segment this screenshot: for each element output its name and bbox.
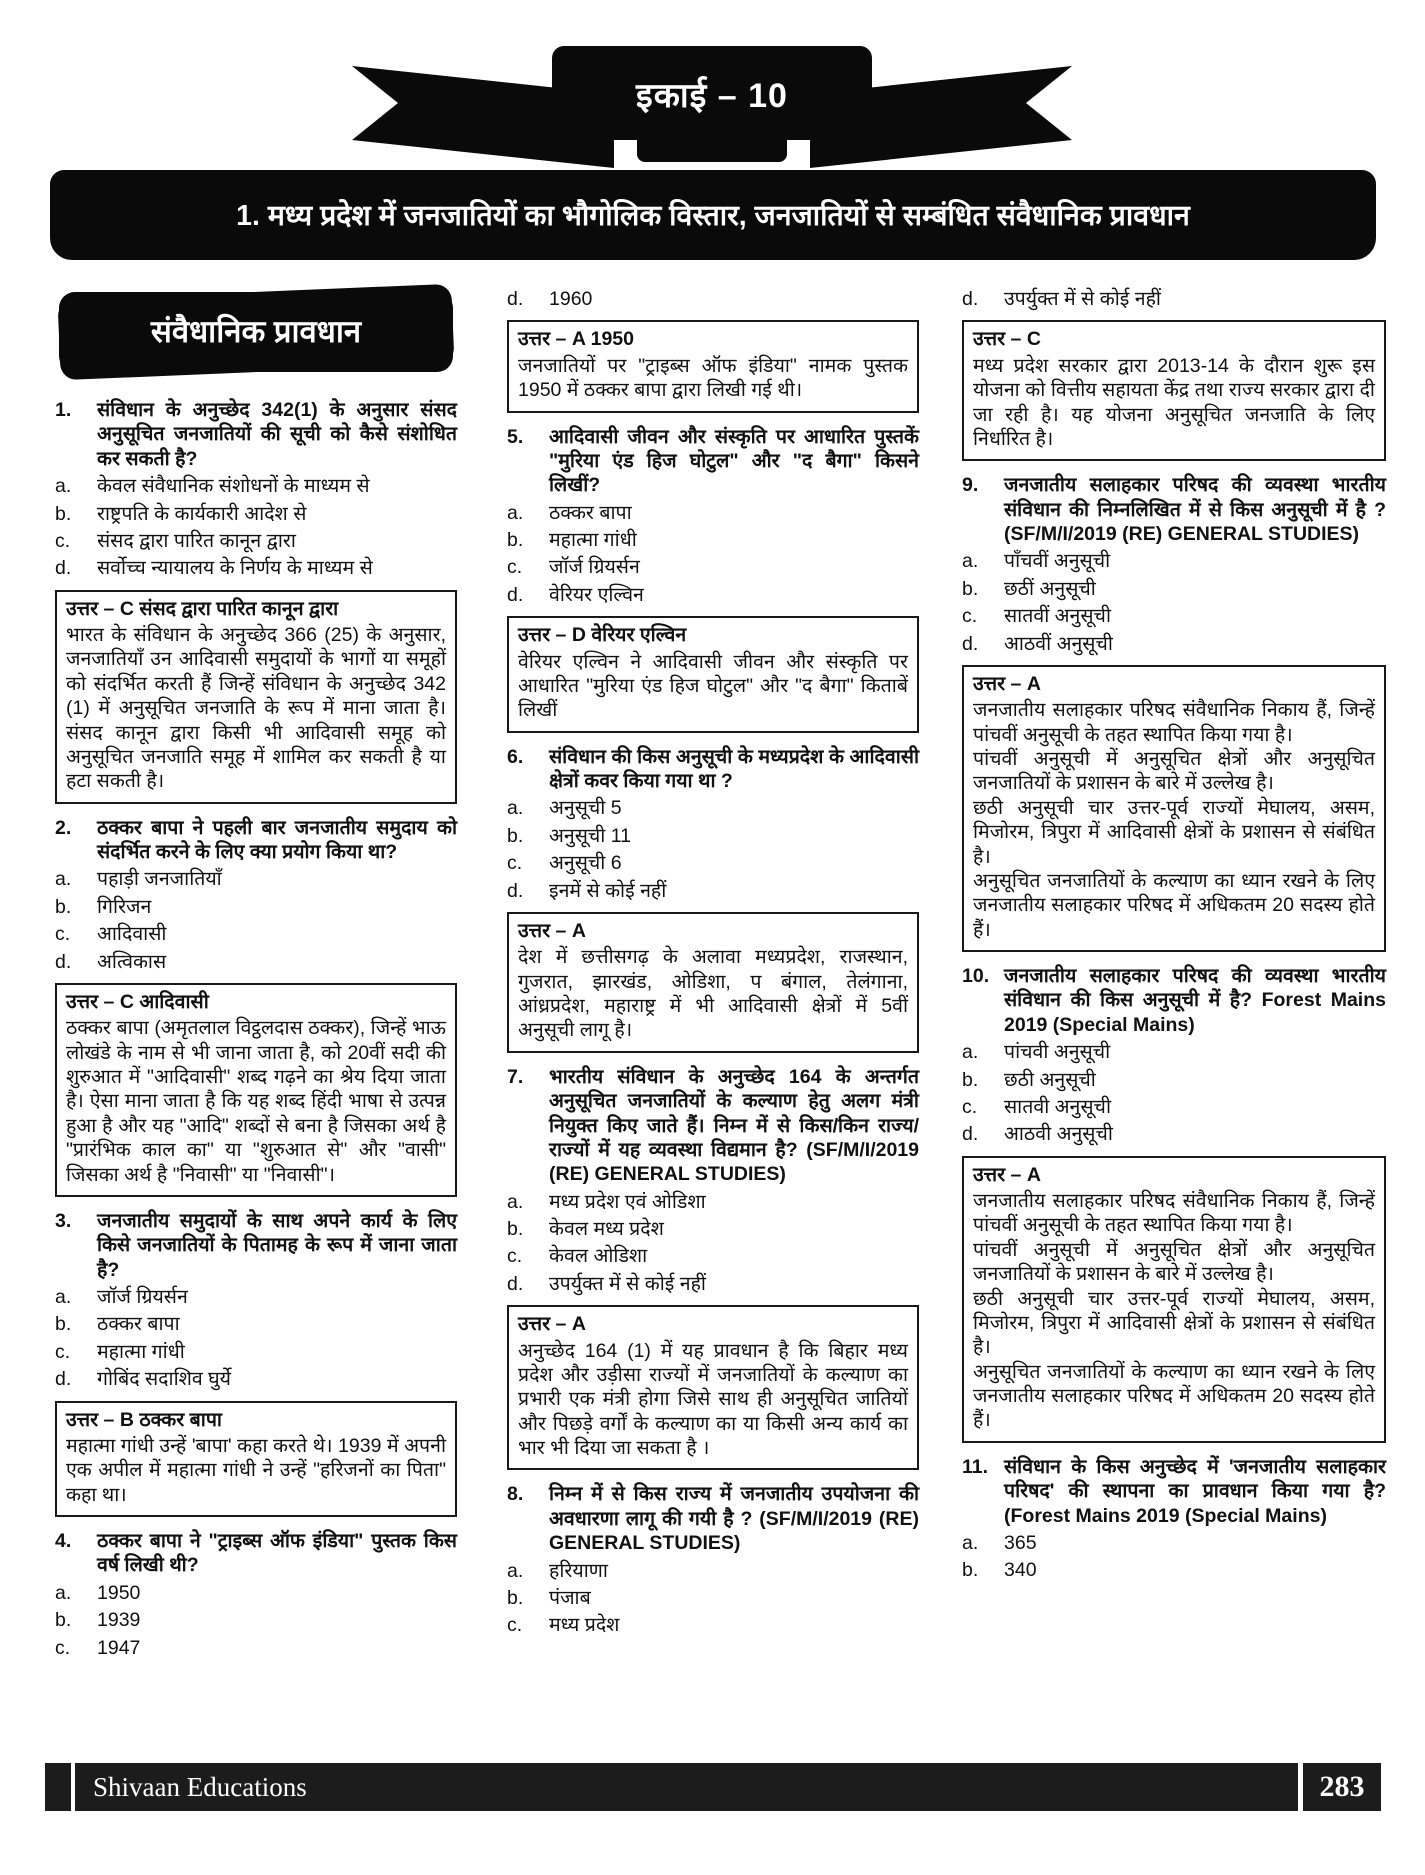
answer-paragraph: अनुसूचित जनजातियों के कल्याण का ध्यान रखने के लिए जनजातीय सलाहकार परिषद में अधिकतम 20 सदस्य होते हैं। bbox=[973, 869, 1375, 941]
option-letter: d. bbox=[55, 557, 72, 580]
unit-label: इकाई – 10 bbox=[636, 77, 788, 115]
question-text: भारतीय संविधान के अनुच्छेद 164 के अन्तर्गत अनुसूचित जनजातियों के कल्याण हेतु अलग मंत्री नियुक्त किए जाते हैं। निम्न में से किस/किन राज्य/राज्यों में यह व्यवस्था विद्यमान है? (SF/M/I/2019 (RE) GENERAL STUDIES) bbox=[549, 1065, 919, 1186]
answer-box bbox=[507, 912, 919, 1053]
option-text: पंजाब bbox=[549, 1586, 591, 1609]
answer-head: उत्तर – C संसद द्वारा पारित कानून द्वारा bbox=[66, 597, 339, 620]
option-item bbox=[507, 1613, 919, 1637]
option-text: आठवीं अनुसूची bbox=[1004, 632, 1113, 655]
option-text: सर्वोच्च न्यायालय के निर्णय के माध्यम से bbox=[97, 557, 373, 580]
option-item bbox=[507, 1244, 919, 1268]
answer-paragraph: छठी अनुसूची चार उत्तर-पूर्व राज्यों मेघालय, असम, मिजोरम, त्रिपुरा में आदिवासी क्षेत्रों के प्रशासन से संबंधित है। bbox=[973, 1287, 1375, 1359]
option-letter: c. bbox=[55, 923, 71, 946]
option-item bbox=[962, 1531, 1386, 1555]
question-item bbox=[55, 1529, 457, 1660]
question-text: जनजातीय सलाहकार परिषद की व्यवस्था भारतीय संविधान की निम्नलिखित में से किस अनुसूची में है ? (SF/M/I/2019 (RE) GENERAL STUDIES) bbox=[1004, 474, 1386, 545]
answer-paragraph: महात्मा गांधी उन्हें 'बापा' कहा करते थे। 1939 में अपनी एक अपील में महात्मा गांधी ने उन्हें "हरिजनों का पिता" कहा था। bbox=[66, 1434, 446, 1506]
option-item bbox=[55, 950, 457, 974]
option-text: 1950 bbox=[97, 1581, 141, 1604]
option-item bbox=[507, 1586, 919, 1610]
option-letter: a. bbox=[507, 1190, 524, 1213]
question-number: 8. bbox=[507, 1483, 524, 1506]
question-item bbox=[962, 473, 1386, 656]
question-text: जनजातीय समुदायों के साथ अपने कार्य के लिए किसे जनजातियों के पितामह के रूप में जाना जाता है? bbox=[97, 1209, 457, 1281]
option-item bbox=[507, 555, 919, 579]
option-item bbox=[507, 824, 919, 848]
option-text: महात्मा गांधी bbox=[549, 529, 637, 551]
option-text: अत्विकास bbox=[97, 950, 167, 973]
option-text: 1939 bbox=[97, 1609, 141, 1632]
option-letter: b. bbox=[507, 529, 524, 551]
answer-paragraph: जनजातियों पर "ट्राइब्स ऑफ इंडिया" नामक पुस्तक 1950 में ठक्कर बापा द्वारा लिखी गई थी। bbox=[518, 354, 908, 402]
options-list bbox=[55, 474, 457, 581]
option-text: 1947 bbox=[97, 1636, 141, 1659]
answer-head: उत्तर – A bbox=[973, 1163, 1041, 1186]
question-row bbox=[55, 1529, 457, 1578]
options-list bbox=[507, 501, 919, 608]
footer-accent-block bbox=[45, 1763, 71, 1811]
option-letter: c. bbox=[507, 556, 523, 579]
chapter-title-bar: 1. मध्य प्रदेश में जनजातियों का भौगोलिक विस्तार, जनजातियों से सम्बंधित संवैधानिक प्रावधान bbox=[50, 170, 1376, 260]
answer-box bbox=[507, 320, 919, 412]
unit-ribbon bbox=[352, 40, 1072, 174]
option-letter: d. bbox=[507, 879, 524, 902]
option-text: छठी अनुसूची bbox=[1004, 1068, 1096, 1091]
answer-box bbox=[962, 1156, 1386, 1443]
option-letter: c. bbox=[55, 529, 71, 552]
answer-paragraph: भारत के संविधान के अनुच्छेद 366 (25) के अनुसार, जनजातियाँ उन आदिवासी समुदायों के भागों या समूहों को संदर्भित करती हैं जिन्हें संविधान के अनुच्छेद 342 (1) में अनुसूचित जनजाति के रूप में माना जाता है। संसद कानून द्वारा किसी भी आदिवासी समूह को अनुसूचित जनजाति समूह में शामिल कर सकती है या हटा सकती है। bbox=[66, 624, 446, 793]
option-letter: c. bbox=[507, 1614, 523, 1637]
answer-paragraph: वेरियर एल्विन ने आदिवासी जीवन और संस्कृति पर आधारित "मुरिया एंड हिज घोटुल" और "द बैगा" किताबें लिखीं bbox=[518, 650, 908, 722]
question-item bbox=[507, 425, 919, 608]
option-text: आठवी अनुसूची bbox=[1004, 1123, 1113, 1146]
option-item bbox=[507, 1559, 919, 1583]
option-item bbox=[507, 287, 919, 311]
option-item bbox=[55, 1636, 457, 1660]
column-left bbox=[55, 284, 457, 1663]
answer-head: उत्तर – C आदिवासी bbox=[66, 990, 209, 1013]
option-letter: c. bbox=[507, 1245, 523, 1268]
question-number: 5. bbox=[507, 425, 524, 448]
question-row bbox=[507, 425, 919, 498]
option-item bbox=[507, 528, 919, 552]
answer-head: उत्तर – A bbox=[518, 1313, 586, 1336]
option-item bbox=[55, 474, 457, 498]
answer-box bbox=[55, 983, 457, 1197]
question-item bbox=[55, 1209, 457, 1392]
answer-body bbox=[518, 1339, 908, 1461]
answer-paragraph: जनजातीय सलाहकार परिषद संवैधानिक निकाय हैं, जिन्हें पांचवीं अनुसूची के तहत स्थापित किया गया है। bbox=[973, 699, 1375, 746]
option-letter: c. bbox=[55, 1636, 71, 1659]
question-number: 11. bbox=[962, 1455, 989, 1478]
option-text: महात्मा गांधी bbox=[97, 1340, 185, 1363]
question-number: 7. bbox=[507, 1065, 524, 1088]
options-list bbox=[507, 1190, 919, 1297]
option-item bbox=[962, 1122, 1386, 1146]
option-item bbox=[962, 1040, 1386, 1064]
option-letter: a. bbox=[962, 550, 979, 573]
option-text: सातवीं अनुसूची bbox=[1004, 605, 1111, 628]
option-item bbox=[55, 1367, 457, 1391]
column-right bbox=[962, 284, 1386, 1586]
option-text: गिरिजन bbox=[97, 895, 152, 918]
option-letter: a. bbox=[55, 1286, 72, 1308]
option-letter: a. bbox=[55, 475, 72, 498]
answer-head: उत्तर – A 1950 bbox=[518, 328, 634, 351]
option-text: राष्ट्रपति के कार्यकारी आदेश से bbox=[97, 502, 307, 525]
answer-body bbox=[66, 1434, 446, 1507]
section-heading bbox=[59, 292, 453, 372]
option-letter: b. bbox=[962, 577, 979, 600]
question-text: ठक्कर बापा ने पहली बार जनजातीय समुदाय को संदर्भित करने के लिए क्या प्रयोग किया था? bbox=[97, 816, 457, 863]
option-item bbox=[55, 502, 457, 526]
publisher-name: Shivaan Educations bbox=[75, 1763, 1298, 1811]
option-item bbox=[962, 1095, 1386, 1119]
option-text: 1960 bbox=[549, 288, 593, 310]
answer-box bbox=[55, 590, 457, 804]
option-text: 340 bbox=[1004, 1559, 1037, 1582]
option-text: अनुसूची 6 bbox=[549, 852, 622, 875]
option-letter: c. bbox=[55, 1340, 71, 1363]
option-item bbox=[55, 1608, 457, 1632]
answer-head: उत्तर – D वेरियर एल्विन bbox=[518, 624, 687, 647]
question-text: आदिवासी जीवन और संस्कृति पर आधारित पुस्तकें "मुरिया एंड हिज घोटुल" और "द बैगा" किसने लिखीं? bbox=[549, 425, 919, 497]
option-letter: a. bbox=[507, 797, 524, 820]
option-item bbox=[962, 604, 1386, 628]
answer-head: उत्तर – A bbox=[518, 919, 586, 942]
option-letter: a. bbox=[55, 1581, 72, 1604]
answer-box bbox=[55, 1401, 457, 1518]
option-item bbox=[55, 529, 457, 553]
options-list bbox=[962, 549, 1386, 656]
question-text: जनजातीय सलाहकार परिषद की व्यवस्था भारतीय संविधान की किस अनुसूची में है? Forest Mains 2019 (Special Mains) bbox=[1004, 965, 1386, 1036]
option-letter: b. bbox=[507, 1218, 524, 1240]
option-letter: d. bbox=[507, 583, 524, 606]
answer-paragraph: ठक्कर बापा (अमृतलाल विट्ठलदास ठक्कर), जिन्हें भाऊ लोखंडे के नाम से भी जाना जाता है, को 20वीं सदी की शुरुआत में "आदिवासी" शब्द गढ़ने का श्रेय दिया जाता है। ऐसा माना जाता है कि यह शब्द हिंदी भाषा से उत्पन्न हुआ है और यह "आदि" शब्दों से बना है जिसका अर्थ है "प्रारंभिक काल का" या "शुरुआत से" और "वासी" जिसका अर्थ है "निवासी" या "निवासी"। bbox=[66, 1017, 446, 1186]
option-text: उपर्युक्त में से कोई नहीं bbox=[1004, 288, 1161, 310]
option-item bbox=[962, 1558, 1386, 1582]
option-letter: d. bbox=[962, 288, 979, 310]
option-text: पहाड़ी जनजातियाँ bbox=[97, 868, 222, 891]
option-letter: b. bbox=[55, 502, 72, 525]
option-item bbox=[55, 556, 457, 580]
option-text: जॉर्ज ग्रियर्सन bbox=[97, 1286, 188, 1308]
question-number: 4. bbox=[55, 1530, 72, 1552]
answer-paragraph: मध्य प्रदेश सरकार द्वारा 2013-14 के दौरान शुरू इस योजना को वित्तीय सहायता केंद्र तथा राज्य सरकार द्वारा दी जा रही है। यह योजना अनुसूचित जनजाति के लिए निर्धारित है। bbox=[973, 354, 1375, 450]
option-item bbox=[55, 1285, 457, 1309]
option-letter: d. bbox=[507, 1272, 524, 1295]
option-text: अनुसूची 11 bbox=[549, 824, 631, 847]
option-letter: b. bbox=[962, 1068, 979, 1091]
option-letter: c. bbox=[962, 605, 978, 628]
option-text: अनुसूची 5 bbox=[549, 797, 622, 820]
option-letter: d. bbox=[507, 288, 524, 310]
options-list bbox=[55, 867, 457, 974]
option-text: सातवी अनुसूची bbox=[1004, 1095, 1111, 1118]
option-letter: c. bbox=[507, 852, 523, 875]
options-list bbox=[507, 796, 919, 903]
answer-paragraph: जनजातीय सलाहकार परिषद संवैधानिक निकाय हैं, जिन्हें पांचवीं अनुसूची के तहत स्थापित किया गया है। bbox=[973, 1190, 1375, 1237]
option-letter: c. bbox=[962, 1095, 978, 1118]
options-list bbox=[962, 1531, 1386, 1583]
question-number: 10. bbox=[962, 965, 990, 987]
option-text: आदिवासी bbox=[97, 923, 167, 946]
answer-paragraph: छठी अनुसूची चार उत्तर-पूर्व राज्यों मेघालय, असम, मिजोरम, त्रिपुरा में आदिवासी क्षेत्रों के प्रशासन से संबंधित है। bbox=[973, 796, 1375, 868]
option-item bbox=[55, 1581, 457, 1605]
option-text: जॉर्ज ग्रियर्सन bbox=[549, 556, 640, 579]
option-item bbox=[962, 549, 1386, 573]
option-letter: a. bbox=[962, 1531, 979, 1554]
option-item bbox=[507, 1217, 919, 1241]
option-text: केवल मध्य प्रदेश bbox=[549, 1218, 664, 1240]
option-text: उपर्युक्त में से कोई नहीं bbox=[549, 1272, 706, 1295]
option-letter: b. bbox=[55, 895, 72, 918]
option-text: 365 bbox=[1004, 1531, 1037, 1554]
question-number: 9. bbox=[962, 474, 979, 497]
question-number: 1. bbox=[55, 399, 72, 421]
option-item bbox=[962, 1068, 1386, 1092]
option-letter: b. bbox=[962, 1559, 979, 1582]
answer-body bbox=[973, 698, 1375, 942]
question-text: संविधान के अनुच्छेद 342(1) के अनुसार संसद अनुसूचित जनजातियों की सूची को कैसे संशोधित कर सकती है? bbox=[97, 399, 457, 470]
answer-body bbox=[66, 623, 446, 794]
options-list bbox=[55, 1581, 457, 1660]
question-row bbox=[507, 1482, 919, 1555]
option-letter: d. bbox=[962, 632, 979, 655]
option-text: केवल संवैधानिक संशोधनों के माध्यम से bbox=[97, 475, 370, 498]
answer-body bbox=[518, 650, 908, 723]
option-text: हरियाणा bbox=[549, 1559, 608, 1582]
question-row bbox=[507, 1065, 919, 1187]
answer-paragraph: अनुसूचित जनजातियों के कल्याण का ध्यान रखने के लिए जनजातीय सलाहकार परिषद में अधिकतम 20 सदस्य होते हैं। bbox=[973, 1360, 1375, 1432]
question-item bbox=[55, 398, 457, 581]
option-text: छठीं अनुसूची bbox=[1004, 577, 1096, 600]
option-text: गोबिंद सदाशिव घुर्ये bbox=[97, 1368, 231, 1391]
option-letter: b. bbox=[507, 824, 524, 847]
option-item bbox=[55, 867, 457, 891]
option-letter: b. bbox=[507, 1586, 524, 1609]
option-text: पाँचवीं अनुसूची bbox=[1004, 550, 1111, 573]
options-list bbox=[962, 1040, 1386, 1147]
question-item bbox=[962, 1455, 1386, 1583]
option-item bbox=[507, 1190, 919, 1214]
options-list bbox=[507, 1559, 919, 1638]
answer-head: उत्तर – B ठक्कर बापा bbox=[66, 1408, 222, 1431]
option-text: मध्य प्रदेश एवं ओडिशा bbox=[549, 1190, 706, 1213]
option-text: मध्य प्रदेश bbox=[549, 1614, 620, 1637]
options-list bbox=[55, 1285, 457, 1392]
page-number: 283 bbox=[1303, 1763, 1381, 1811]
option-letter: a. bbox=[962, 1041, 979, 1064]
option-item bbox=[507, 1272, 919, 1296]
question-text: ठक्कर बापा ने "ट्राइब्स ऑफ इंडिया" पुस्तक किस वर्ष लिखी थी? bbox=[97, 1530, 457, 1577]
option-letter: d. bbox=[55, 1368, 72, 1391]
answer-box bbox=[962, 665, 1386, 952]
question-row bbox=[55, 1209, 457, 1282]
answer-box bbox=[507, 1305, 919, 1470]
option-letter: a. bbox=[507, 1559, 524, 1582]
question-row bbox=[962, 964, 1386, 1037]
question-text: संविधान की किस अनुसूची के मध्यप्रदेश के आदिवासी क्षेत्रों कवर किया गया था ? bbox=[549, 745, 919, 792]
question-row bbox=[55, 816, 457, 865]
option-item bbox=[55, 922, 457, 946]
option-item bbox=[962, 287, 1386, 311]
answer-body bbox=[66, 1016, 446, 1187]
question-number: 6. bbox=[507, 745, 524, 768]
answer-body bbox=[973, 1189, 1375, 1433]
question-row bbox=[962, 1455, 1386, 1528]
answer-body bbox=[518, 354, 908, 403]
answer-paragraph: पांचवीं अनुसूची में अनुसूचित क्षेत्रों और अनुसूचित जनजातियों के प्रशासन के बारे में उल्लेख है। bbox=[973, 1238, 1375, 1286]
question-item bbox=[507, 1065, 919, 1296]
answer-head: उत्तर – C bbox=[973, 328, 1041, 351]
option-item bbox=[55, 1340, 457, 1364]
option-letter: d. bbox=[962, 1123, 979, 1146]
option-letter: a. bbox=[507, 501, 524, 524]
option-item bbox=[55, 895, 457, 919]
question-row bbox=[962, 473, 1386, 546]
option-item bbox=[962, 632, 1386, 656]
option-item bbox=[507, 851, 919, 875]
question-row bbox=[55, 398, 457, 471]
question-item bbox=[55, 816, 457, 974]
option-text: ठक्कर बापा bbox=[97, 1313, 180, 1336]
question-number: 2. bbox=[55, 816, 72, 839]
option-letter: b. bbox=[55, 1609, 72, 1632]
section-heading-box: संवैधानिक प्रावधान bbox=[59, 292, 453, 372]
option-item bbox=[962, 577, 1386, 601]
page-footer bbox=[45, 1763, 1381, 1811]
option-letter: b. bbox=[55, 1313, 72, 1336]
answer-paragraph: पांचवीं अनुसूची में अनुसूचित क्षेत्रों और अनुसूचित जनजातियों के प्रशासन के बारे में उल्लेख है। bbox=[973, 748, 1375, 795]
column-middle bbox=[507, 284, 919, 1641]
option-item bbox=[55, 1312, 457, 1336]
option-text: केवल ओडिशा bbox=[549, 1245, 648, 1268]
question-item bbox=[507, 745, 919, 903]
question-item bbox=[962, 964, 1386, 1147]
answer-box bbox=[962, 320, 1386, 461]
question-text: संविधान के किस अनुच्छेद में 'जनजातीय सलाहकार परिषद' की स्थापना का प्रावधान किया गया है? (Forest Mains 2019 (Special Mains) bbox=[1004, 1455, 1386, 1527]
option-text: संसद द्वारा पारित कानून द्वारा bbox=[97, 529, 296, 552]
option-letter: a. bbox=[55, 868, 72, 891]
answer-body bbox=[518, 945, 908, 1043]
answer-body bbox=[973, 354, 1375, 452]
option-item bbox=[507, 879, 919, 903]
option-item bbox=[507, 583, 919, 607]
answer-paragraph: अनुच्छेद 164 (1) में यह प्रावधान है कि बिहार मध्य प्रदेश और उड़ीसा राज्यों में जनजातियों के कल्याण का प्रभारी एक मंत्री होगा जिसे साथ ही अनुसूचित जातियों और पिछड़े वर्गों के कल्याण का या किसी अन्य कार्य का भार भी दिया जा सकता है । bbox=[518, 1339, 908, 1459]
option-text: वेरियर एल्विन bbox=[549, 583, 644, 606]
question-item bbox=[507, 1482, 919, 1637]
answer-paragraph: देश में छत्तीसगढ़ के अलावा मध्यप्रदेश, राजस्थान, गुजरात, झारखंड, ओडिशा, प बंगाल, तेलंगाना, आंध्रप्रदेश, महाराष्ट्र में भी आदिवासी क्षेत्रों में 5वीं अनुसूची लागू है। bbox=[518, 946, 908, 1042]
answer-head: उत्तर – A bbox=[973, 672, 1041, 695]
question-row bbox=[507, 745, 919, 794]
option-letter: d. bbox=[55, 950, 72, 973]
option-item bbox=[507, 796, 919, 820]
question-text: निम्न में से किस राज्य में जनजातीय उपयोजना की अवधारणा लागू की गयी है ? (SF/M/I/2019 (RE) GENERAL STUDIES) bbox=[549, 1483, 919, 1555]
option-item bbox=[507, 501, 919, 525]
option-text: पांचवी अनुसूची bbox=[1004, 1041, 1111, 1064]
question-number: 3. bbox=[55, 1209, 72, 1232]
option-text: इनमें से कोई नहीं bbox=[549, 879, 667, 902]
option-text: ठक्कर बापा bbox=[549, 501, 632, 524]
answer-box bbox=[507, 616, 919, 733]
